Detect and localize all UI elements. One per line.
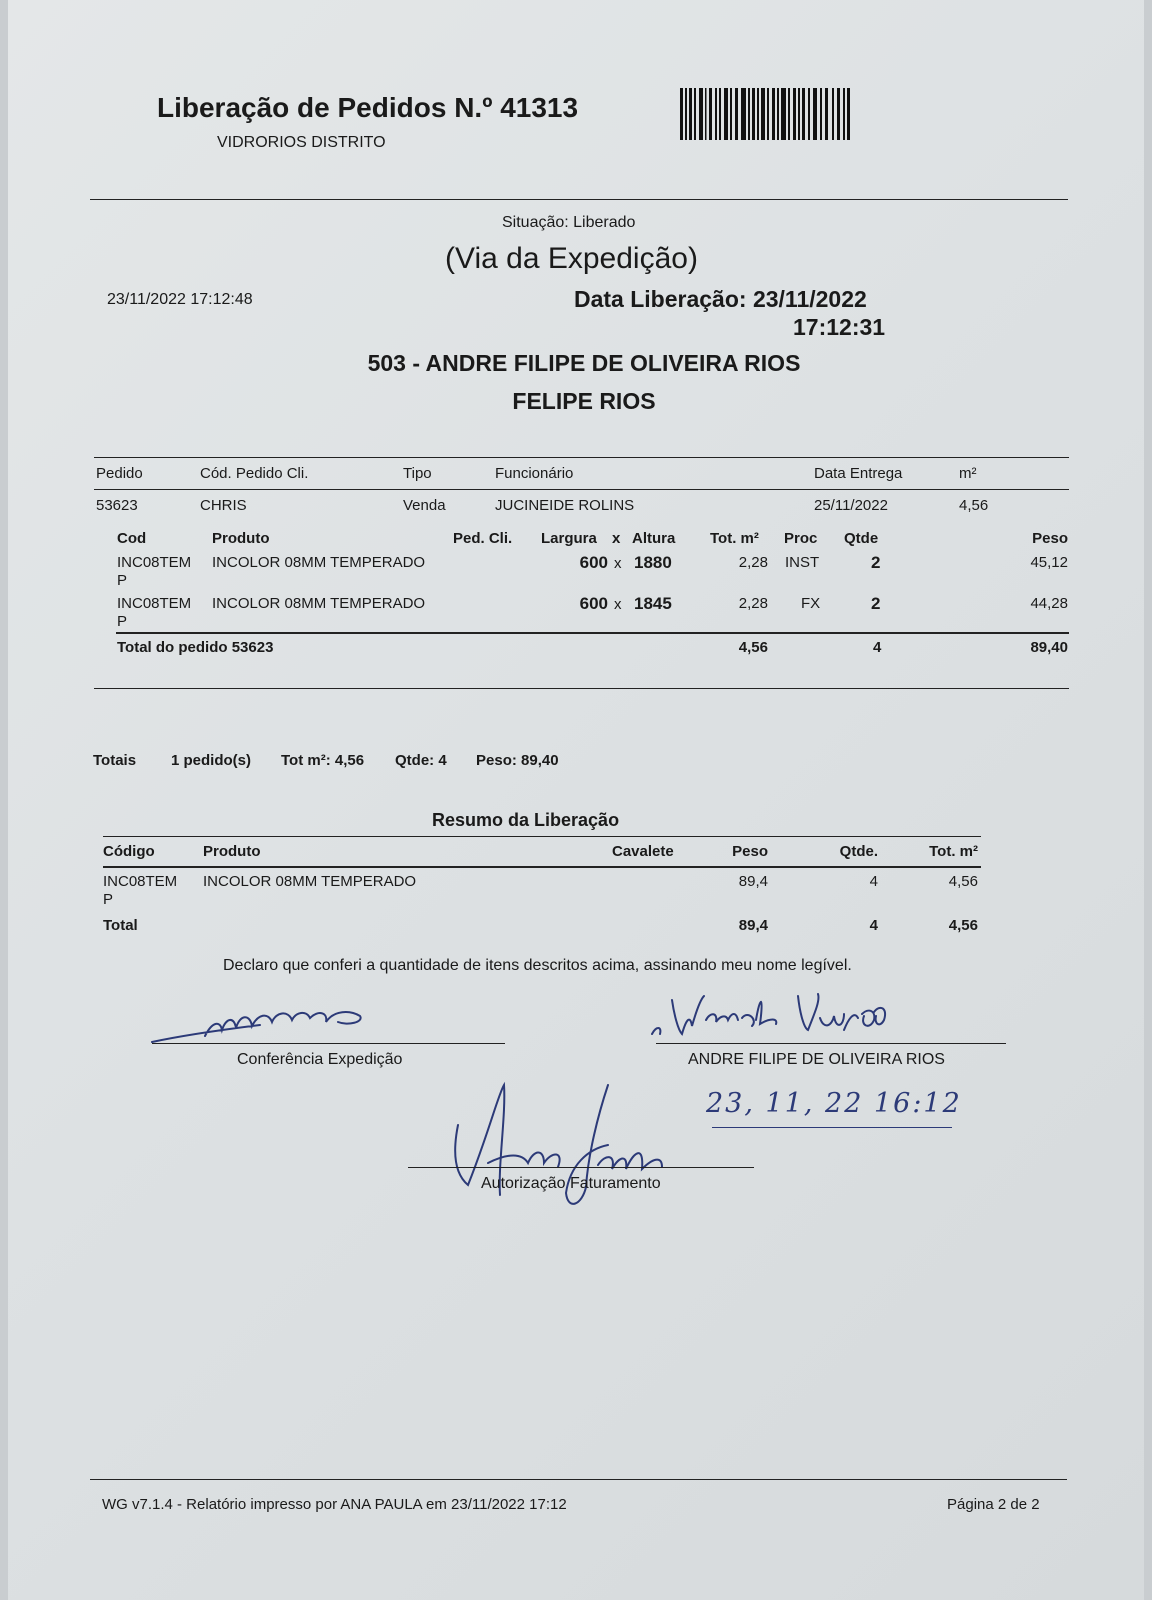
item-peso: 45,12	[1030, 554, 1068, 571]
employee: JUCINEIDE ROLINS	[495, 497, 635, 514]
document-page	[8, 0, 1144, 1600]
copy-label: (Via da Expedição)	[445, 242, 698, 275]
handwritten-date: 23, 11, 22 16:12	[706, 1088, 962, 1119]
footer-page-number: Página 2 de 2	[947, 1496, 1040, 1513]
item-header-peso: Peso	[1032, 530, 1068, 547]
item-product: INCOLOR 08MM TEMPERADO	[212, 595, 426, 612]
handwritten-signature-client	[648, 990, 908, 1045]
totals-m2: Tot m²: 4,56	[281, 752, 365, 769]
summary-item-peso: 89,4	[738, 873, 768, 890]
item-code-wrap: P	[117, 572, 128, 589]
release-time: 17:12:31	[793, 314, 886, 340]
item-height: 1845	[634, 594, 672, 613]
item-qtde: 2	[871, 594, 881, 613]
company-name: VIDRORIOS DISTRITO	[217, 134, 386, 151]
item-header-ped-cli: Ped. Cli.	[453, 530, 513, 547]
barcode	[680, 88, 850, 140]
item-header-tot-m2: Tot. m²	[710, 530, 759, 547]
document-title: Liberação de Pedidos N.º 41313	[157, 92, 579, 123]
order-total-m2: 4,56	[738, 639, 768, 656]
handwritten-date-underline	[712, 1127, 952, 1128]
item-header-cod: Cod	[117, 530, 147, 547]
item-height: 1880	[634, 553, 672, 572]
totals-label: Totais	[93, 752, 137, 769]
print-datetime: 23/11/2022 17:12:48	[107, 291, 253, 308]
item-product: INCOLOR 08MM TEMPERADO	[212, 554, 426, 571]
item-header-largura: Largura	[541, 530, 597, 547]
col-header-cod-pedido-cli: Cód. Pedido Cli.	[200, 465, 309, 482]
client-nickname: FELIPE RIOS	[512, 388, 656, 414]
item-header-proc: Proc	[784, 530, 818, 547]
divider	[90, 199, 1068, 200]
item-tot-m2: 2,28	[738, 554, 768, 571]
summary-title: Resumo da Liberação	[432, 810, 620, 830]
col-header-funcionario: Funcionário	[495, 465, 574, 482]
summary-item-product: INCOLOR 08MM TEMPERADO	[203, 873, 417, 890]
item-header-qtde: Qtde	[844, 530, 879, 547]
divider	[103, 866, 981, 868]
summary-header-produto: Produto	[203, 843, 261, 860]
item-code: INC08TEM	[117, 554, 192, 571]
item-x: x	[614, 555, 622, 572]
signature-line	[656, 1043, 1006, 1044]
divider	[116, 632, 1069, 634]
order-total-peso: 89,40	[1030, 639, 1068, 656]
summary-header-tot-m2: Tot. m²	[929, 843, 978, 860]
item-proc: INST	[785, 554, 820, 571]
divider	[94, 489, 1069, 490]
item-width: 600	[579, 594, 608, 613]
footer-divider	[90, 1479, 1067, 1480]
summary-item-tot-m2: 4,56	[948, 873, 978, 890]
item-code: INC08TEM	[117, 595, 192, 612]
col-header-pedido: Pedido	[96, 465, 143, 482]
item-width: 600	[579, 553, 608, 572]
client-name: 503 - ANDRE FILIPE DE OLIVEIRA RIOS	[367, 350, 801, 376]
item-qtde: 2	[871, 553, 881, 572]
summary-total-tot-m2: 4,56	[948, 917, 978, 934]
col-header-m2: m²	[959, 465, 977, 482]
col-header-tipo: Tipo	[403, 465, 432, 482]
summary-item-code-wrap: P	[103, 891, 114, 908]
delivery-date: 25/11/2022	[814, 497, 888, 514]
signature-label-conferencia: Conferência Expedição	[237, 1051, 403, 1068]
summary-header-peso: Peso	[732, 843, 768, 860]
item-tot-m2: 2,28	[738, 595, 768, 612]
situation: Situação: Liberado	[502, 214, 636, 231]
handwritten-signature-faturamento	[448, 1075, 688, 1220]
divider	[103, 836, 981, 837]
summary-header-qtde: Qtde.	[839, 843, 878, 860]
item-x: x	[614, 596, 622, 613]
summary-header-cavalete: Cavalete	[612, 843, 674, 860]
summary-item-qtde: 4	[869, 873, 878, 890]
order-type: Venda	[403, 497, 446, 514]
signature-label-client: ANDRE FILIPE DE OLIVEIRA RIOS	[688, 1051, 945, 1068]
col-header-data-entrega: Data Entrega	[814, 465, 903, 482]
item-header-altura: Altura	[632, 530, 676, 547]
item-code-wrap: P	[117, 613, 128, 630]
item-peso: 44,28	[1030, 595, 1068, 612]
item-proc: FX	[801, 595, 821, 612]
order-total-label: Total do pedido 53623	[117, 639, 274, 656]
declaration-text: Declaro que conferi a quantidade de itens descritos acima, assinando meu nome legível.	[223, 957, 852, 974]
totals-weight: Peso: 89,40	[476, 752, 559, 769]
totals-orders: 1 pedido(s)	[171, 752, 252, 769]
footer-report-info: WG v7.1.4 - Relatório impresso por ANA PAULA em 23/11/2022 17:12	[102, 1496, 567, 1513]
summary-total-label: Total	[103, 917, 138, 934]
summary-total-qtde: 4	[869, 917, 878, 934]
order-total-qtde: 4	[873, 639, 882, 656]
item-header-x: x	[612, 530, 621, 547]
order-m2: 4,56	[959, 497, 989, 514]
signature-line	[152, 1043, 505, 1044]
release-date: Data Liberação: 23/11/2022	[574, 286, 867, 312]
signature-label-faturamento: Autorização Faturamento	[481, 1175, 661, 1192]
summary-header-codigo: Código	[103, 843, 155, 860]
summary-total-peso: 89,4	[738, 917, 768, 934]
summary-item-code: INC08TEM	[103, 873, 178, 890]
signature-line	[408, 1167, 754, 1168]
order-number: 53623	[96, 497, 138, 514]
client-order-code: CHRIS	[200, 497, 247, 514]
divider	[94, 688, 1069, 689]
item-header-produto: Produto	[212, 530, 270, 547]
divider	[94, 457, 1069, 458]
totals-qtde: Qtde: 4	[395, 752, 447, 769]
